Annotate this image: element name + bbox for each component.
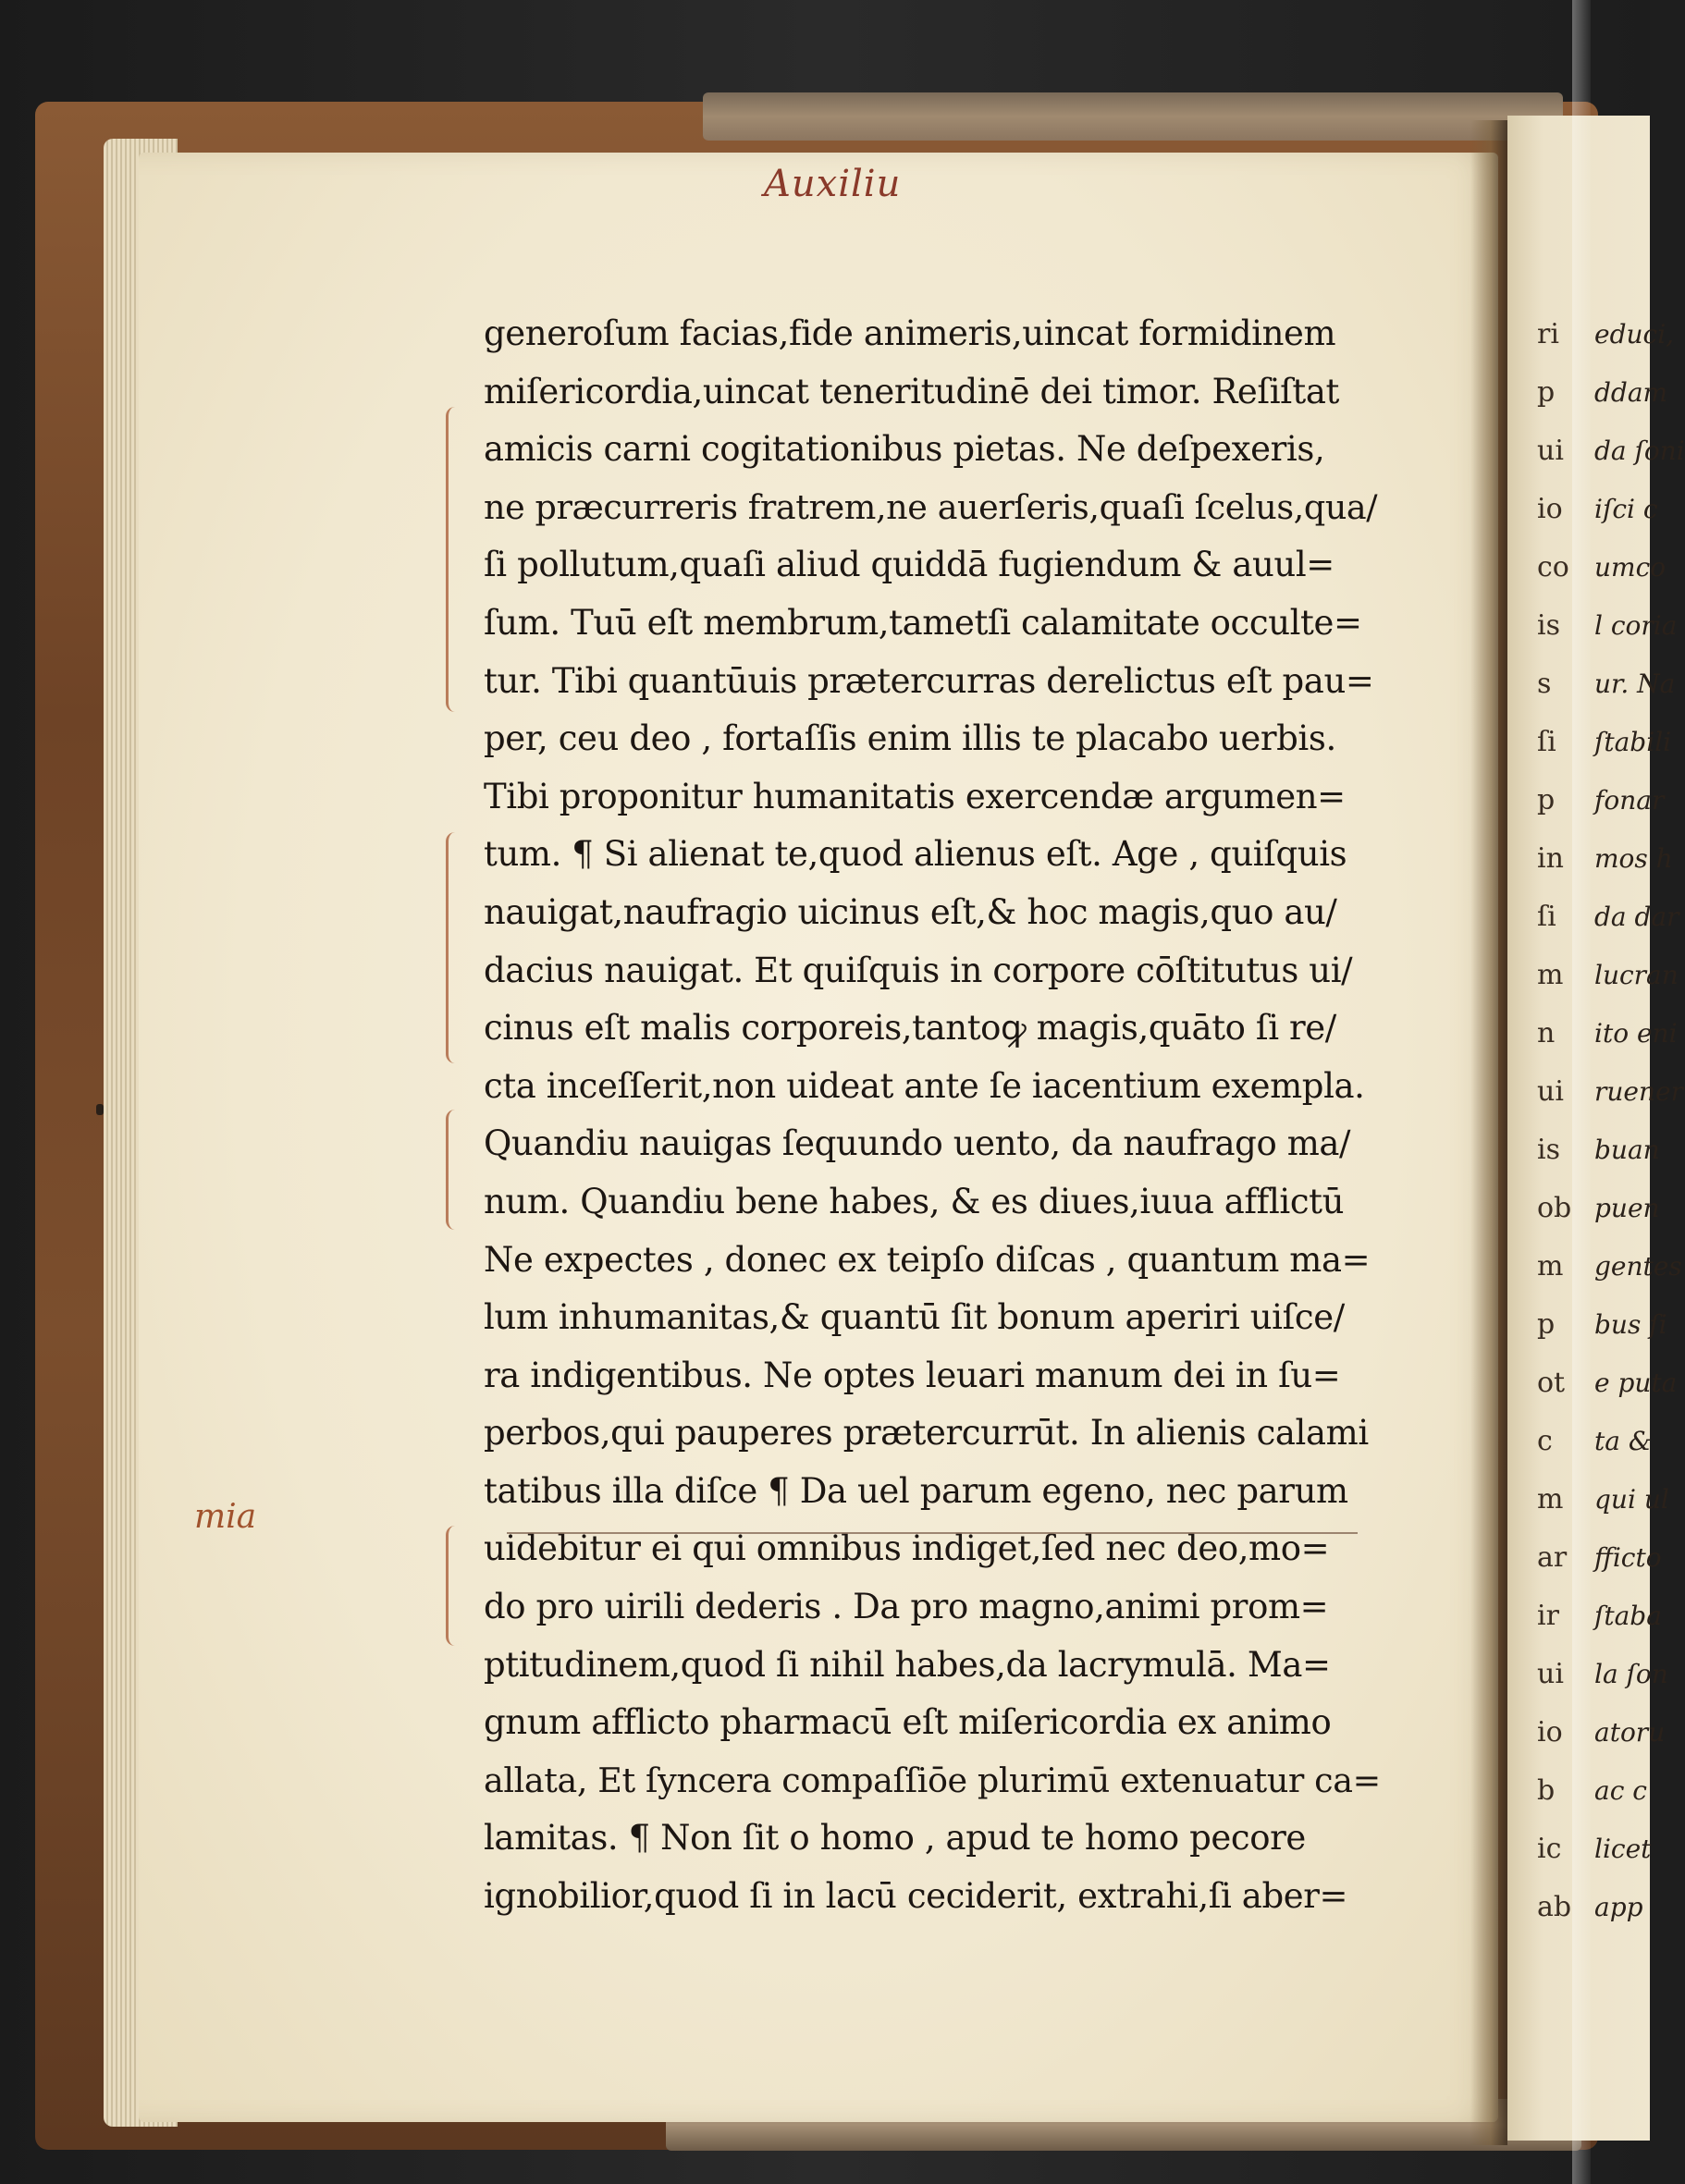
running-head: Auxiliu [764,163,902,205]
facing-line-a: ic [1537,1833,1562,1865]
text-line: allata, Et ſyncera compaſſiōe plurimū extenuatur ca= [484,1760,1381,1800]
text-line: do pro uirili dederis . Da pro magno,animi prom= [484,1587,1329,1627]
facing-line-a: m [1537,959,1564,991]
facing-line-a: ui [1537,1075,1564,1108]
page-gutter [1470,120,1507,2145]
binding-top-edge [703,92,1563,141]
facing-line-b: ta & [1594,1426,1652,1456]
text-line: tur. Tibi quantūuis prætercurras derelictus eſt pau= [484,660,1374,701]
facing-line-a: ob [1537,1192,1572,1224]
facing-line-b: gentes [1594,1251,1682,1282]
facing-line-b: da ſoni [1594,436,1685,466]
facing-page-column-a [1537,305,1574,1936]
text-line: cinus eſt malis corporeis,tantoꝙ magis,quāto ſi re/ [484,1008,1336,1049]
facing-line-a: ui [1537,1658,1564,1690]
text-line: tatibus illa diſce ¶ Da uel parum egeno, nec parum [484,1470,1348,1511]
margin-ink-mark [96,1104,104,1115]
facing-line-a: io [1537,493,1563,525]
facing-line-a: ſi [1537,901,1556,933]
facing-line-b: ſtabili [1594,727,1672,757]
facing-line-a: ui [1537,435,1564,467]
text-line: generoſum facias,fide animeris,uincat formidinem [484,313,1336,353]
facing-line-a: c [1537,1425,1553,1457]
facing-line-a: ir [1537,1600,1559,1632]
facing-line-b: la ſon [1594,1659,1668,1689]
facing-line-b: qui ul [1594,1484,1669,1515]
facing-line-a: io [1537,1716,1563,1748]
text-line: num. Quandiu bene habes, & es diues,iuua afflictū [484,1181,1345,1221]
margin-bracket [446,1526,465,1646]
facing-line-a: b [1537,1774,1556,1807]
margin-bracket [446,832,465,1063]
facing-line-a: p [1537,376,1556,409]
margin-bracket [446,1110,465,1230]
text-line: miſericordia,uincat teneritudinē dei timor. Reſiſtat [484,371,1340,411]
facing-line-a: ab [1537,1891,1572,1923]
text-line: ptitudinem,quod ſi nihil habes,da lacrymulā. Ma= [484,1644,1331,1685]
text-line: gnum afflicto pharmacū eſt miſericordia ex animo [484,1702,1332,1743]
facing-line-b: lucran [1594,960,1679,990]
facing-line-a: in [1537,842,1564,875]
facing-line-b: ddam [1594,377,1668,408]
facing-line-b: e puta [1594,1368,1678,1398]
facing-line-a: n [1537,1017,1556,1049]
margin-bracket [446,407,465,712]
facing-line-b: atoru [1594,1717,1666,1748]
facing-line-a: p [1537,784,1556,816]
main-text-block [484,305,1381,1926]
facing-line-a: is [1537,1134,1560,1166]
facing-line-b: iſci c [1594,494,1658,524]
text-line: nauigat,naufragio uicinus eſt,& hoc magis,quo au/ [484,891,1337,932]
text-line: cta inceſſerit,non uideat ante ſe iacentium exempla. [484,1065,1365,1106]
facing-line-b: ſtaba [1594,1601,1662,1631]
text-line: Ne expectes , donec ex teipſo diſcas , quantum ma= [484,1239,1371,1280]
text-line: Tibi proponitur humanitatis exercendæ argumen= [484,776,1346,816]
margin-note: mia [194,1498,257,1536]
text-line: perbos,qui pauperes prætercurrūt. In alienis calami [484,1413,1369,1454]
facing-line-a: m [1537,1483,1564,1515]
facing-line-b: app [1594,1892,1643,1922]
text-line: ra indigentibus. Ne optes leuari manum dei in ſu= [484,1355,1341,1395]
text-line: uidebitur ei qui omnibus indiget,ſed nec deo,mo= [484,1528,1330,1569]
facing-line-a: p [1537,1308,1556,1341]
facing-line-a: m [1537,1250,1564,1282]
facing-line-b: fonar [1594,785,1665,816]
text-line: ſum. Tuū eſt membrum,tametſi calamitate occulte= [484,602,1362,643]
facing-line-b: ur. Na [1594,669,1676,699]
facing-line-b: da dar [1594,902,1679,932]
facing-line-b: licet [1594,1834,1652,1864]
facing-line-b: ac c [1594,1775,1647,1806]
text-line: amicis carni cogitationibus pietas. Ne deſpexeris, [484,429,1325,470]
facing-line-b: ito eni [1594,1018,1678,1049]
text-line: ignobilior,quod ſi in lacū ceciderit, extrahi,ſi aber= [484,1876,1348,1917]
facing-line-a: is [1537,609,1560,642]
text-line: tum. ¶ Si alienat te,quod alienus eſt. Age , quiſquis [484,834,1347,875]
facing-line-b: educi, [1594,319,1675,350]
facing-line-a: s [1537,668,1552,700]
facing-line-a: ri [1537,318,1559,350]
text-line: dacius nauigat. Et quiſquis in corpore cōſtitutus ui/ [484,950,1353,990]
facing-line-b: ruener [1594,1076,1683,1107]
facing-line-a: ot [1537,1367,1566,1399]
facing-line-b: umco [1594,552,1667,583]
facing-line-b: mos h [1594,843,1673,874]
facing-line-b: puen [1594,1193,1660,1223]
text-line: ſi pollutum,quaſi aliud quiddā fugiendum & auul= [484,545,1334,585]
facing-page-column-b [1594,305,1685,1936]
text-line: ne præcurreris fratrem,ne auerſeris,quaſi ſcelus,qua/ [484,486,1378,527]
text-line: Quandiu nauigas ſequundo uento, da naufrago ma/ [484,1123,1351,1164]
text-line: per, ceu deo , fortaſſis enim illis te placabo uerbis. [484,718,1336,759]
clip-strip [1572,0,1591,2184]
facing-line-a: ſi [1537,726,1556,758]
facing-line-b: bus ſi [1594,1309,1667,1340]
facing-line-b: l coria [1594,610,1678,641]
text-line: lamitas. ¶ Non ſit o homo , apud te homo pecore [484,1818,1306,1859]
facing-line-a: co [1537,551,1569,583]
facing-line-b: buan [1594,1135,1660,1165]
text-line: lum inhumanitas,& quantū ſit bonum aperiri uiſce/ [484,1297,1345,1338]
facing-line-b: fficto [1594,1542,1662,1573]
facing-line-a: ar [1537,1541,1568,1574]
manuscript-underline [507,1532,1358,1534]
